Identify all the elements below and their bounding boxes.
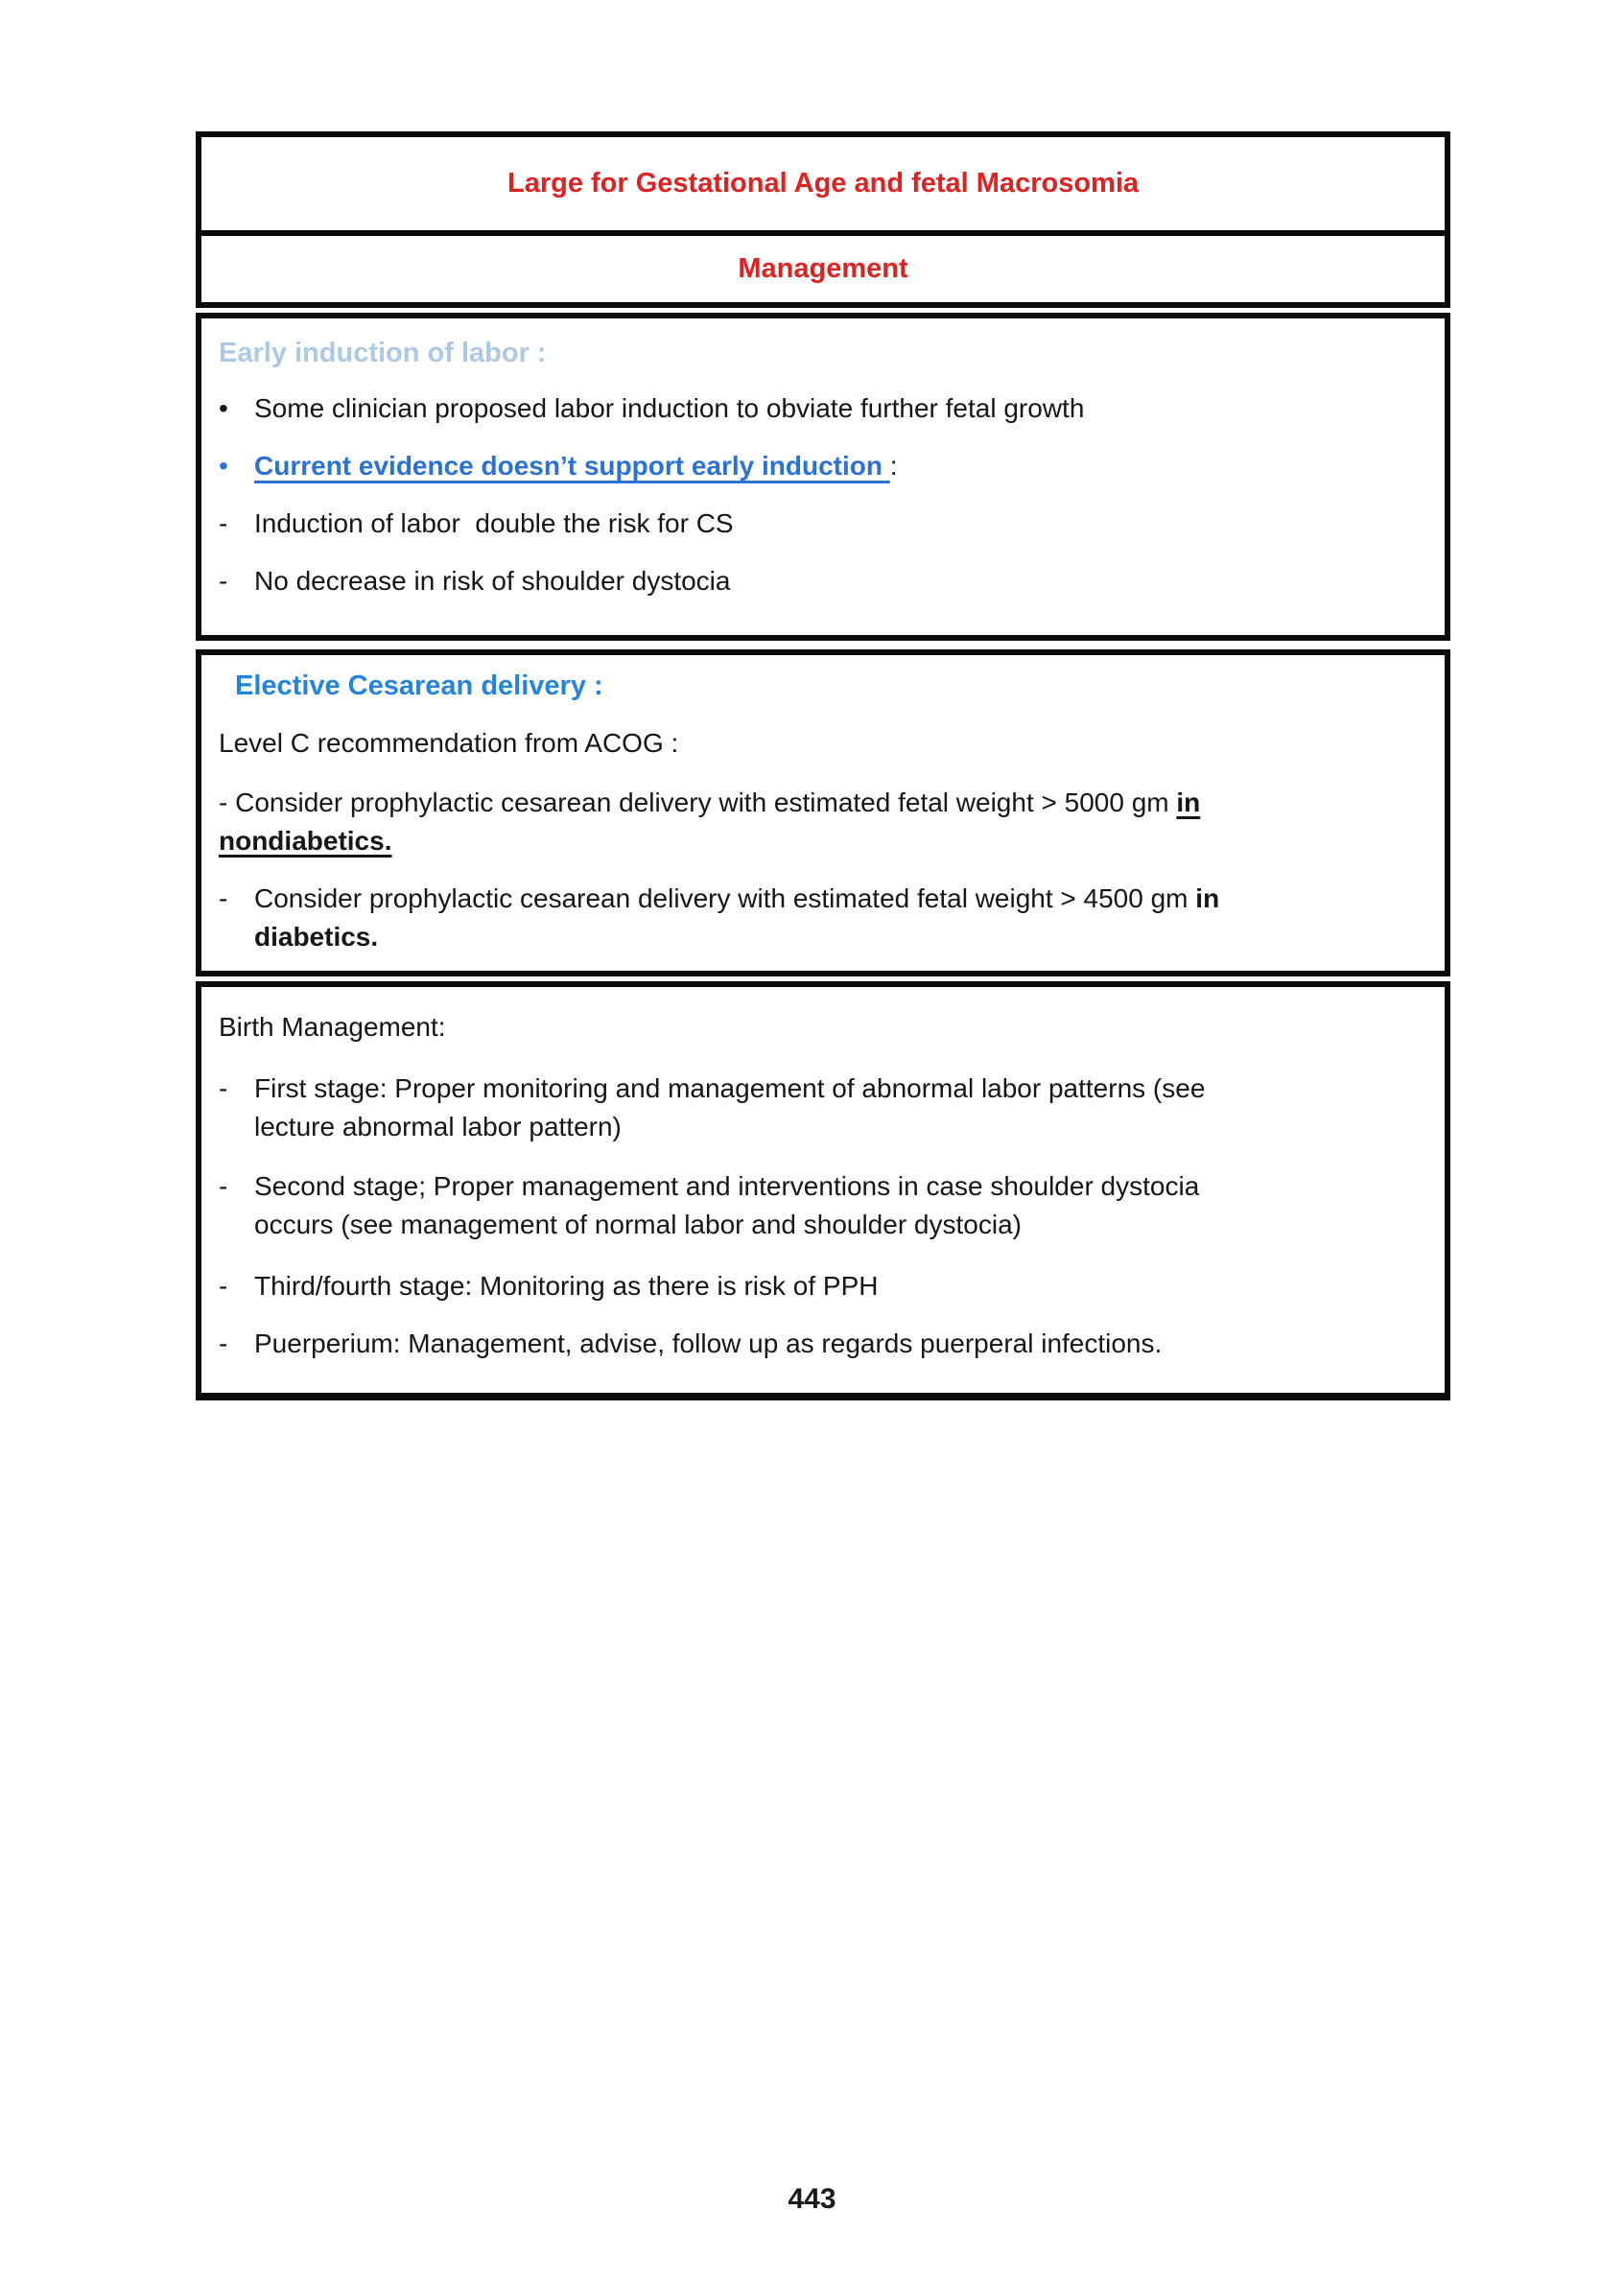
birth-management-heading: Birth Management:: [219, 1012, 446, 1042]
early-induction-heading: Early induction of labor :: [219, 338, 547, 368]
list-item: [219, 447, 1420, 485]
list-item-text: [254, 880, 1219, 956]
emphasis-diabetics: diabetics.: [254, 922, 379, 952]
dash-marker: -: [219, 566, 228, 596]
early-induction-link[interactable]: Current evidence doesn’t support early induction: [254, 451, 890, 481]
nondiabetics-paragraph: [219, 784, 1420, 860]
list-item: [219, 505, 1420, 543]
emphasis-in: in: [1176, 788, 1201, 817]
list-item-text: [254, 1167, 1199, 1244]
management-subtitle: Management: [738, 253, 908, 284]
list-item: [219, 1167, 1420, 1244]
title-row: [201, 137, 1445, 236]
list-item: [219, 1325, 1420, 1363]
page-number: 443: [788, 2183, 836, 2215]
paragraph-text: Consider prophylactic cesarean delivery with estimated fetal weight > 4500 gm: [254, 883, 1196, 913]
dash-marker: -: [219, 1329, 228, 1358]
acog-intro-text: Level C recommendation from ACOG :: [219, 728, 679, 758]
bullet-marker: •: [219, 393, 228, 423]
emphasis-in: in: [1195, 883, 1220, 913]
list-item-text: Third/fourth stage: Monitoring as there is risk of PPH: [254, 1271, 879, 1301]
bullet-marker: •: [219, 451, 228, 481]
section-birth-management: [196, 981, 1450, 1400]
line-text: Second stage; Proper management and interventions in case shoulder dystocia: [254, 1171, 1200, 1201]
dash-marker: -: [219, 508, 228, 538]
page-title: Large for Gestational Age and fetal Macrosomia: [506, 168, 1140, 199]
dash-marker: -: [219, 883, 228, 913]
list-item-text: Some clinician proposed labor induction to obviate further fetal growth: [254, 393, 1085, 423]
list-item-text: Puerperium: Management, advise, follow up as regards puerperal infections.: [254, 1329, 1163, 1358]
elective-cesarean-heading: Elective Cesarean delivery :: [235, 670, 603, 701]
section-elective-cesarean: [196, 649, 1450, 976]
list-item: [219, 389, 1420, 428]
list-item-text: Induction of labor double the risk for CS: [254, 508, 734, 538]
dash-marker: -: [219, 1171, 228, 1201]
line-text: First stage: Proper monitoring and management of abnormal labor patterns (see: [254, 1073, 1206, 1103]
paragraph-text: - Consider prophylactic cesarean delivery with estimated fetal weight > 5000 gm: [219, 788, 1177, 817]
subtitle-row: [201, 236, 1445, 302]
title-table: [196, 131, 1450, 308]
list-item-text: [254, 1070, 1205, 1146]
list-item-text: [254, 447, 898, 485]
list-item: [219, 562, 1420, 600]
list-item: [219, 1267, 1420, 1305]
section-early-induction: [196, 313, 1450, 641]
list-item: [219, 1070, 1420, 1146]
line-text: occurs (see management of normal labor and shoulder dystocia): [254, 1210, 1022, 1239]
list-item-text: No decrease in risk of shoulder dystocia: [254, 566, 731, 596]
line-text: lecture abnormal labor pattern): [254, 1112, 622, 1141]
dash-marker: -: [219, 1073, 228, 1103]
emphasis-nondiabetics: nondiabetics.: [219, 826, 392, 856]
list-item: [219, 880, 1420, 956]
dash-marker: -: [219, 1271, 228, 1301]
colon-text: :: [889, 451, 898, 481]
